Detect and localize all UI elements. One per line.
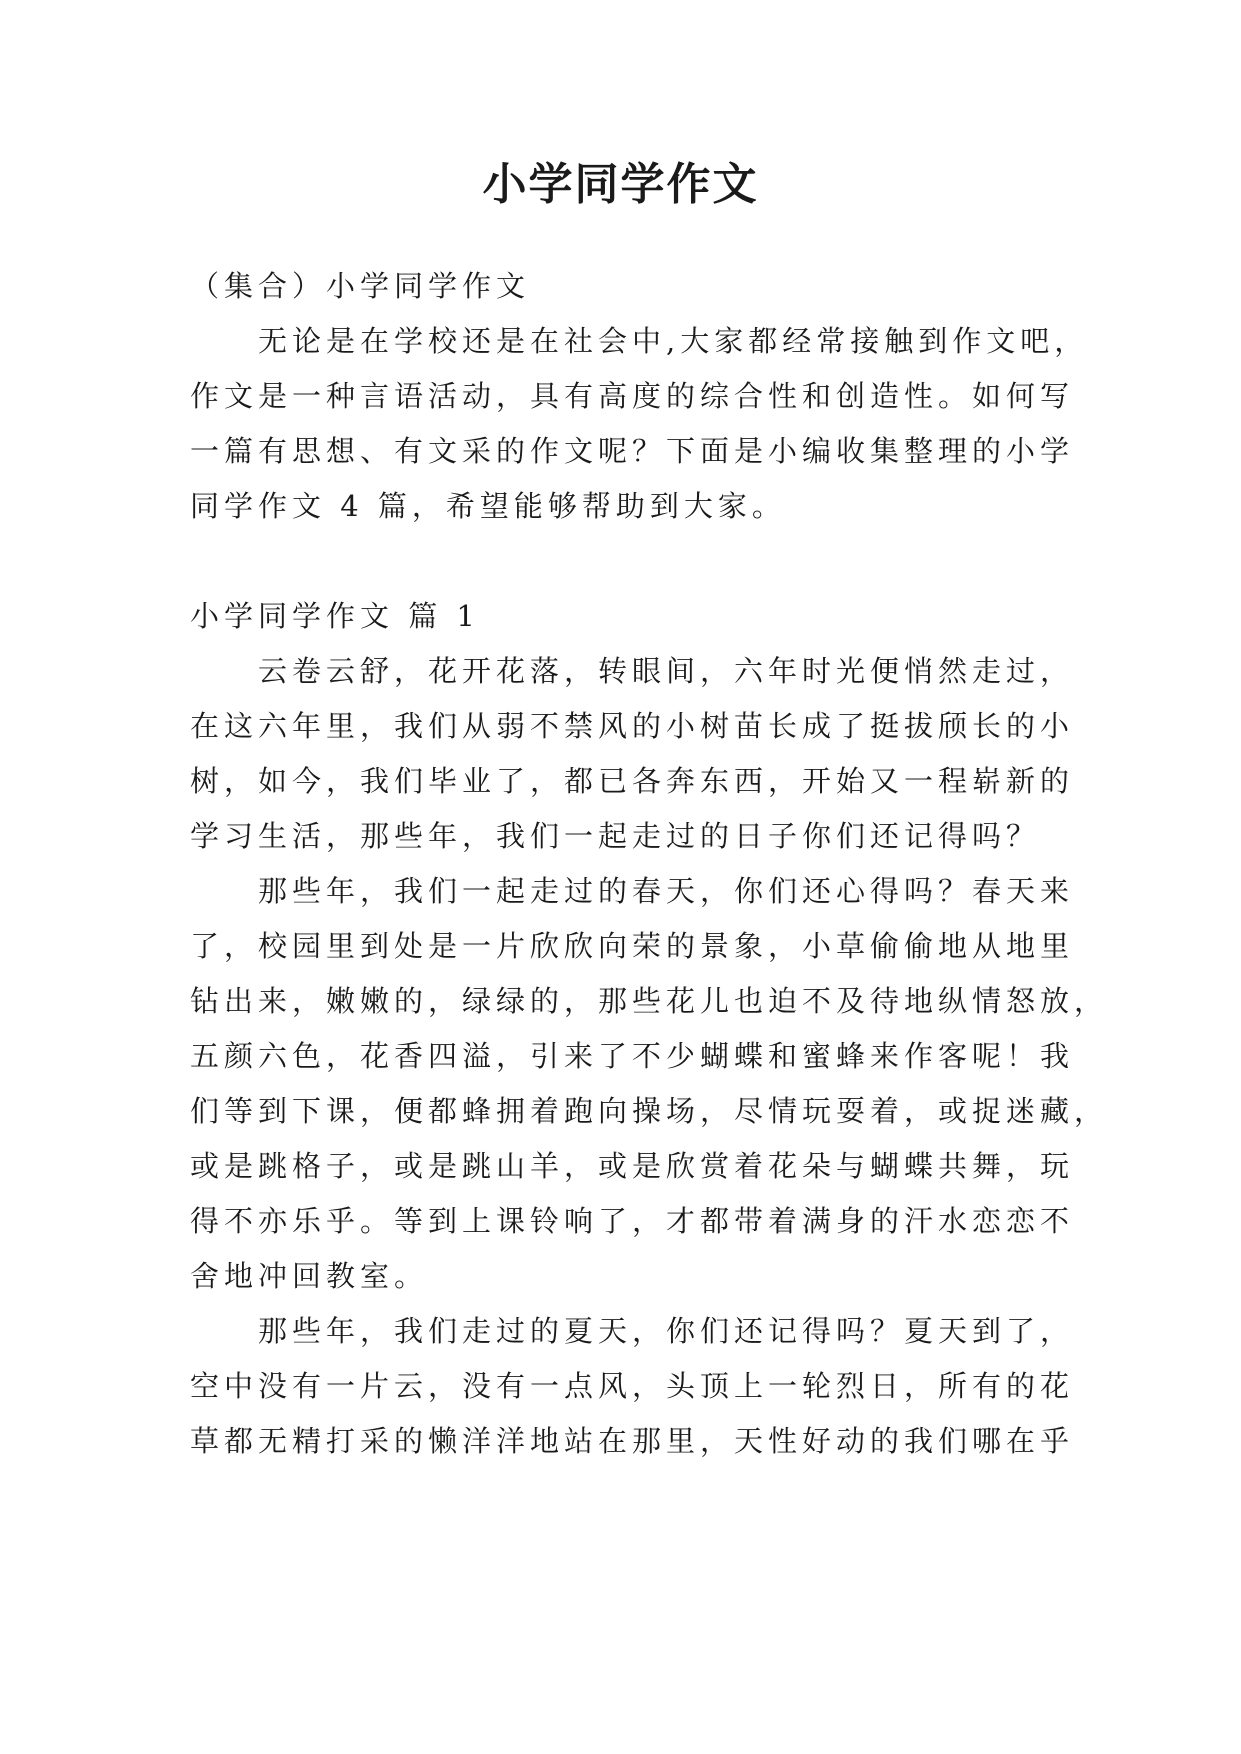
paragraph-line: 学习生活，那些年，我们一起走过的日子你们还记得吗？ [190, 819, 1041, 853]
paragraph-line: 无论是在学校还是在社会中,大家都经常接触到作文吧， [258, 324, 1089, 358]
paragraph-line: 们等到下课，便都蜂拥着跑向操场，尽情玩耍着，或捉迷藏， [190, 1094, 1109, 1128]
paragraph-line: 树，如今，我们毕业了，都已各奔东西，开始又一程崭新的 [190, 764, 1075, 798]
page-title: 小学同学作文 [482, 159, 759, 210]
paragraph-line: 了，校园里到处是一片欣欣向荣的景象，小草偷偷地从地里 [190, 929, 1075, 963]
paragraph-line: 作文是一种言语活动，具有高度的综合性和创造性。如何写 [190, 379, 1075, 413]
paragraph-line: 云卷云舒，花开花落，转眼间，六年时光便悄然走过， [258, 654, 1075, 688]
paragraph-line: 得不亦乐乎。等到上课铃响了，才都带着满身的汗水恋恋不 [190, 1204, 1075, 1238]
paragraph-line: 草都无精打采的懒洋洋地站在那里，天性好动的我们哪在乎 [190, 1424, 1075, 1458]
section-heading: 小学同学作文 篇 1 [190, 599, 480, 633]
paragraph-line: 那些年，我们一起走过的春天，你们还心得吗？春天来 [258, 874, 1075, 908]
paragraph-line: 那些年，我们走过的夏天，你们还记得吗？夏天到了， [258, 1314, 1075, 1348]
paragraph-line: 空中没有一片云，没有一点风，头顶上一轮烈日，所有的花 [190, 1369, 1075, 1403]
paragraph-line: 一篇有思想、有文采的作文呢？下面是小编收集整理的小学 [190, 434, 1075, 468]
paragraph-line: 同学作文 4 篇，希望能够帮助到大家。 [190, 489, 786, 523]
paragraph-line: 在这六年里，我们从弱不禁风的小树苗长成了挺拔颀长的小 [190, 709, 1075, 743]
intro-heading: （集合）小学同学作文 [190, 269, 531, 303]
paragraph-line: 五颜六色，花香四溢，引来了不少蝴蝶和蜜蜂来作客呢！我 [190, 1039, 1075, 1073]
paragraph-line: 或是跳格子，或是跳山羊，或是欣赏着花朵与蝴蝶共舞，玩 [190, 1149, 1075, 1183]
paragraph-line: 舍地冲回教室。 [190, 1259, 429, 1293]
paragraph-line: 钻出来，嫩嫩的，绿绿的，那些花儿也迫不及待地纵情怒放， [190, 984, 1109, 1018]
